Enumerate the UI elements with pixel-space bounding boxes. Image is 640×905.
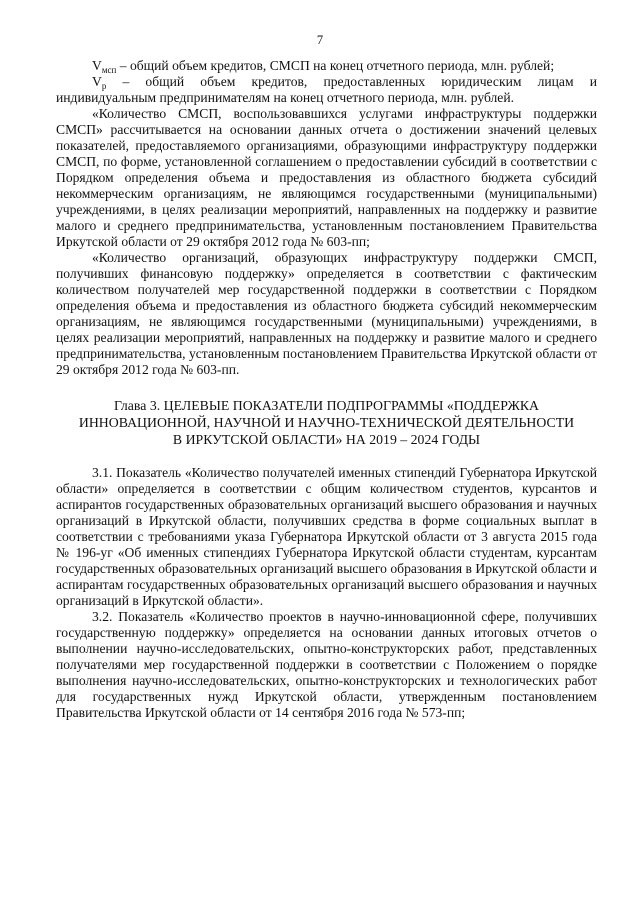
paragraph-org-count: «Количество организаций, образующих инфраструктуру поддержки СМСП, получивших финансовую поддержку» определяется в соответствии с фактическим количеством получателей мер государственной поддержки в соответствии с Порядком определения объема и предоставления из областного бюджета субсидий некоммерческим организациям, не являющимся государственными (муниципальными) учреждениями, в целях реализации мероприятий, направленных на поддержку и развитие малого и среднего предпринимательства, установленным постановлением Правительства Иркутской области от 29 октября 2012 года № 603-пп.: [56, 250, 597, 377]
definition-text: – общий объем кредитов, предоставленных юридическим лицам и индивидуальным предпринимателям на конец отчетного периода, млн. рублей.: [56, 74, 597, 105]
chapter-heading: [56, 397, 597, 448]
paragraph-smsp-count: «Количество СМСП, воспользовавшихся услугами инфраструктуры поддержки СМСП» рассчитывается на основании данных отчета о достижении значений целевых показателей, предоставляемого организациями, образующими инфраструктуру поддержки СМСП, по форме, установленной соглашением о предоставлении субсидий в соответствии с Порядком определения объема и предоставления из областного бюджета субсидий некоммерческим организациям, не являющимся государственными (муниципальными) учреждениями, в целях реализации мероприятий, направленных на поддержку и развитие малого и среднего предпринимательства, установленным постановлением Правительства Иркутской области от 29 октября 2012 года № 603-пп;: [56, 106, 597, 249]
definition-v-msp: [56, 58, 597, 74]
symbol-v: V: [92, 58, 102, 73]
symbol-v: V: [92, 74, 102, 89]
definition-v-r: [56, 74, 597, 106]
chapter-heading-line: В ИРКУТСКОЙ ОБЛАСТИ» НА 2019 – 2024 ГОДЫ: [172, 432, 481, 447]
body-text: [56, 58, 597, 721]
subscript-msp: мсп: [101, 65, 117, 75]
subscript-r: р: [101, 81, 107, 91]
section-3-2: 3.2. Показатель «Количество проектов в научно-инновационной сфере, получивших государственную поддержку» определяется на основании данных итоговых отчетов о выполнении научно-исследовательских, опытно-конструкторских работ, представленных получателями мер государственной поддержки в соответствии с Положением о порядке выполнения научно-исследовательских, опытно-конструкторских и технологических работ для государственных нужд Иркутской области, утвержденным постановлением Правительства Иркутской области от 14 сентября 2016 года № 573-пп;: [56, 609, 597, 720]
chapter-heading-line: ИННОВАЦИОННОЙ, НАУЧНОЙ И НАУЧНО-ТЕХНИЧЕСКОЙ ДЕЯТЕЛЬНОСТИ: [78, 415, 575, 430]
definition-text: – общий объем кредитов, СМСП на конец отчетного периода, млн. рублей;: [116, 58, 555, 73]
chapter-heading-line: Глава 3. ЦЕЛЕВЫЕ ПОКАЗАТЕЛИ ПОДПРОГРАММЫ «ПОДДЕРЖКА: [113, 398, 539, 413]
page-number: 7: [316, 33, 324, 47]
section-3-1: 3.1. Показатель «Количество получателей именных стипендий Губернатора Иркутской области» определяется в соответствии с общим количеством студентов, курсантов и аспирантов государственных образовательных организаций высшего образования и научных организаций в Иркутской области, получивших средства в форме социальных выплат в соответствии с требованиями указа Губернатора Иркутской области от 3 августа 2015 года № 196-уг «Об именных стипендиях Губернатора Иркутской области студентам, курсантам государственных образовательных организаций высшего образования в Иркутской области и аспирантам государственных образовательных организаций высшего образования и научных организаций в Иркутской области».: [56, 465, 597, 608]
